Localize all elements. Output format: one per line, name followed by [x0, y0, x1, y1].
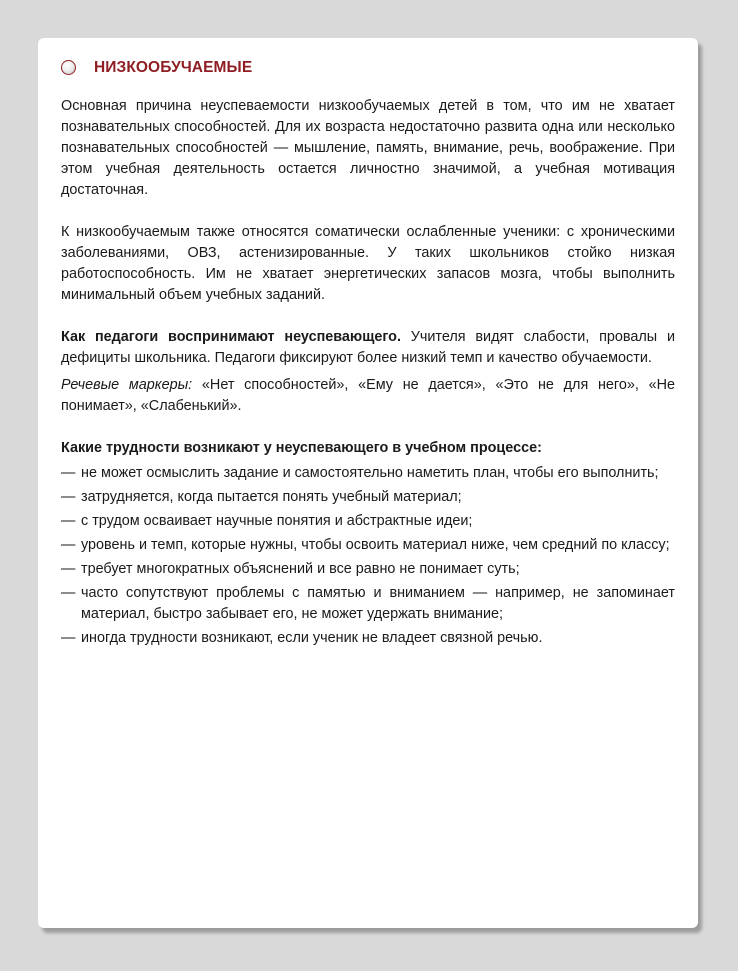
page-card	[38, 38, 698, 928]
list-item	[61, 535, 675, 556]
section-heading	[61, 58, 675, 76]
dash-bullet: —	[61, 585, 76, 601]
list-item	[61, 628, 675, 649]
list-item	[61, 511, 675, 532]
list-item	[61, 559, 675, 580]
list-item	[61, 487, 675, 508]
list-item-text: не может осмыслить задание и самостоятельно наметить план, чтобы его выполнить;	[81, 465, 659, 481]
circle-bullet-icon	[61, 60, 76, 75]
list-item	[61, 583, 675, 625]
dash-bullet: —	[61, 465, 76, 481]
markers-text: «Нет способностей», «Ему не дается», «Это не для него», «Не понимает», «Слабенький».	[61, 377, 675, 414]
paragraph-speech-markers	[61, 375, 675, 417]
perception-title: Как педагоги воспринимают неуспевающего.	[61, 329, 401, 345]
list-item-text: с трудом осваивает научные понятия и абстрактные идеи;	[81, 513, 473, 529]
list-item	[61, 463, 675, 484]
markers-label: Речевые маркеры:	[61, 377, 193, 393]
section-title: НИЗКООБУЧАЕМЫЕ	[94, 58, 253, 76]
list-item-text: иногда трудности возникают, если ученик не владеет связной речью.	[81, 630, 543, 646]
dash-bullet: —	[61, 513, 76, 529]
page-content	[61, 58, 675, 652]
paragraph-somatic: К низкообучаемым также относятся соматически ослабленные ученики: с хроническими заболеваниями, ОВЗ, астенизированные. У таких школьников стойко низкая работоспособность. Им не хватает энергетических запасов мозга, чтобы выполнить минимальный объем учебных заданий.	[61, 224, 675, 303]
dash-bullet: —	[61, 561, 76, 577]
list-item-text: затрудняется, когда пытается понять учебный материал;	[81, 489, 462, 505]
perception-text: Учителя видят слабости, провалы и дефициты школьника. Педагоги фиксируют более низкий темп и качество обучаемости.	[61, 329, 675, 366]
paragraph-teacher-perception	[61, 327, 675, 369]
dash-bullet: —	[61, 489, 76, 505]
list-item-text: требует многократных объяснений и все равно не понимает суть;	[81, 561, 520, 577]
list-item-text: уровень и темп, которые нужны, чтобы освоить материал ниже, чем средний по классу;	[81, 537, 670, 553]
difficulties-title: Какие трудности возникают у неуспевающего в учебном процессе:	[61, 440, 542, 456]
dash-bullet: —	[61, 537, 76, 553]
difficulties-list	[61, 463, 675, 649]
paragraph-causes: Основная причина неуспеваемости низкообучаемых детей в том, что им не хватает познавательных способностей. Для их возраста недостаточно развита одна или несколько познавательных способностей — мышление, память, внимание, речь, воображение. При этом учебная деятельность остается личностно значимой, а учебная мотивация достаточная.	[61, 98, 675, 198]
list-item-text: часто сопутствуют проблемы с памятью и вниманием — например, не запоминает материал, быстро забывает его, не может удержать внимание;	[81, 585, 675, 622]
dash-bullet: —	[61, 630, 76, 646]
